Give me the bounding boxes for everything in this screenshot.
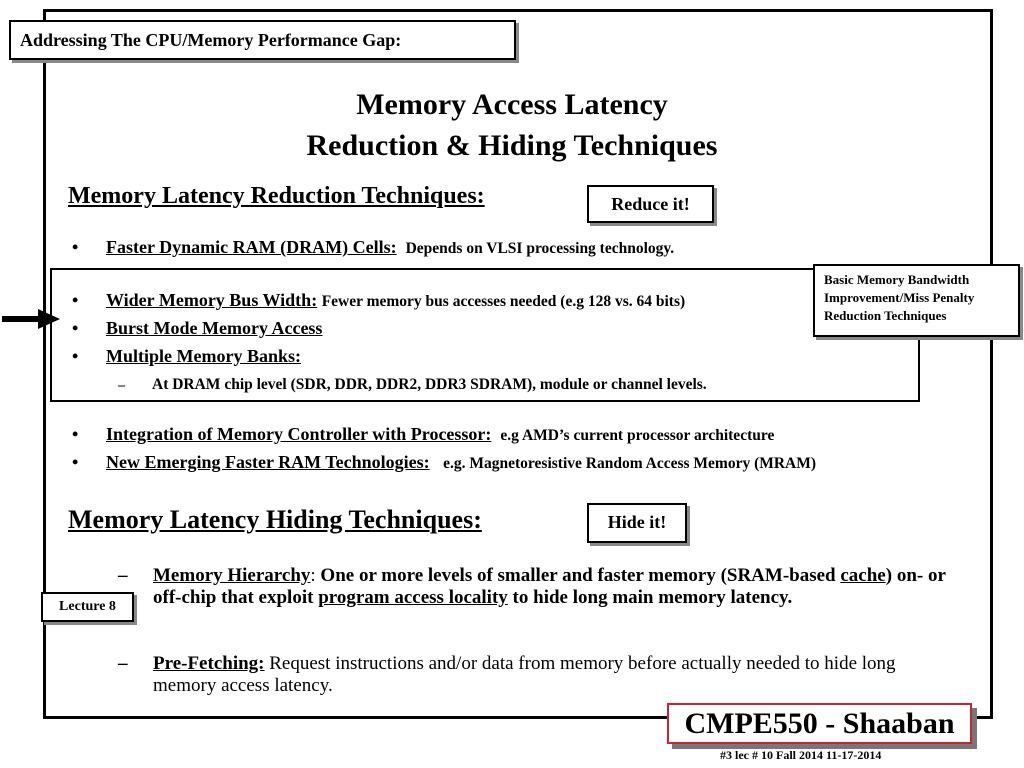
dash: – (118, 378, 125, 393)
item-label: New Emerging Faster RAM Technologies: (106, 452, 430, 472)
slide-title-line2: Reduction & Hiding Techniques (306, 129, 718, 162)
side-note-box (813, 264, 1020, 337)
list-item-bus-width (72, 290, 685, 311)
bullet: • (72, 237, 79, 257)
arrow-right-icon (2, 309, 60, 329)
lecture-tag (41, 592, 134, 622)
item-text: e.g. Magnetoresistive Random Access Memory (MRAM) (443, 455, 817, 472)
slide-title-line1: Memory Access Latency (356, 88, 668, 121)
list-item-emerging-ram (72, 452, 816, 473)
hierarchy-text (153, 565, 963, 609)
bullet: • (72, 318, 79, 338)
colon: : (310, 565, 316, 586)
hide-it-tag (587, 503, 687, 543)
item-label: Wider Memory Bus Width: (106, 290, 318, 310)
prefetching-text (153, 653, 963, 697)
side-note-line: Reduction Techniques (824, 308, 947, 323)
header-box (9, 20, 516, 60)
dash: – (118, 653, 128, 674)
reduce-it-label: Reduce it! (611, 194, 690, 214)
item-label: Integration of Memory Controller with Processor: (106, 424, 492, 444)
bullet: • (72, 346, 79, 366)
hiding-heading: Memory Latency Hiding Techniques: (68, 505, 482, 534)
side-note-line: Improvement/Miss Penalty (824, 290, 975, 305)
list-item-dram (72, 237, 674, 258)
dash: – (118, 565, 128, 586)
course-brand-label: CMPE550 - Shaaban (684, 707, 955, 740)
item-text: One or more levels of smaller and faster memory (SRAM-based (315, 565, 841, 586)
reduce-it-tag (587, 185, 714, 223)
item-text: to hide long main memory latency. (507, 587, 793, 608)
item-text: ) on- or off-chip that exploit (153, 565, 946, 608)
cache-term: cache (840, 565, 886, 586)
item-text: Depends on VLSI processing technology. (405, 240, 675, 257)
item-text: e.g AMD’s current processor architecture (500, 427, 775, 444)
course-brand (667, 703, 972, 744)
list-item-burst-mode (72, 318, 322, 339)
lecture-label: Lecture 8 (59, 599, 116, 614)
side-note-line: Basic Memory Bandwidth (824, 272, 970, 287)
list-item-memory-controller (72, 424, 774, 445)
item-text: Fewer memory bus accesses needed (e.g 128 vs. 64 bits) (321, 293, 686, 310)
header-text: Addressing The CPU/Memory Performance Gap: (20, 30, 402, 50)
item-label: Faster Dynamic RAM (DRAM) Cells: (106, 237, 397, 257)
locality-term: program access locality (318, 587, 508, 608)
item-label: Memory Hierarchy (153, 565, 311, 586)
slide-footer: #3 lec # 10 Fall 2014 11-17-2014 (720, 748, 882, 762)
item-label: Burst Mode Memory Access (106, 318, 323, 338)
list-item-memory-banks (72, 346, 301, 367)
reduction-heading: Memory Latency Reduction Techniques: (68, 183, 485, 209)
sub-item-text: At DRAM chip level (SDR, DDR, DDR2, DDR3 SDRAM), module or channel levels. (152, 376, 707, 393)
item-label: Pre-Fetching: (153, 653, 265, 674)
item-label: Multiple Memory Banks: (106, 346, 301, 366)
item-text: Request instructions and/or data from memory before actually needed to hide long memory access latency. (153, 653, 896, 696)
bullet: • (72, 290, 79, 310)
bullet: • (72, 452, 79, 472)
hide-it-label: Hide it! (607, 512, 667, 532)
sub-item-dram-levels (118, 373, 707, 394)
bullet: • (72, 424, 79, 444)
